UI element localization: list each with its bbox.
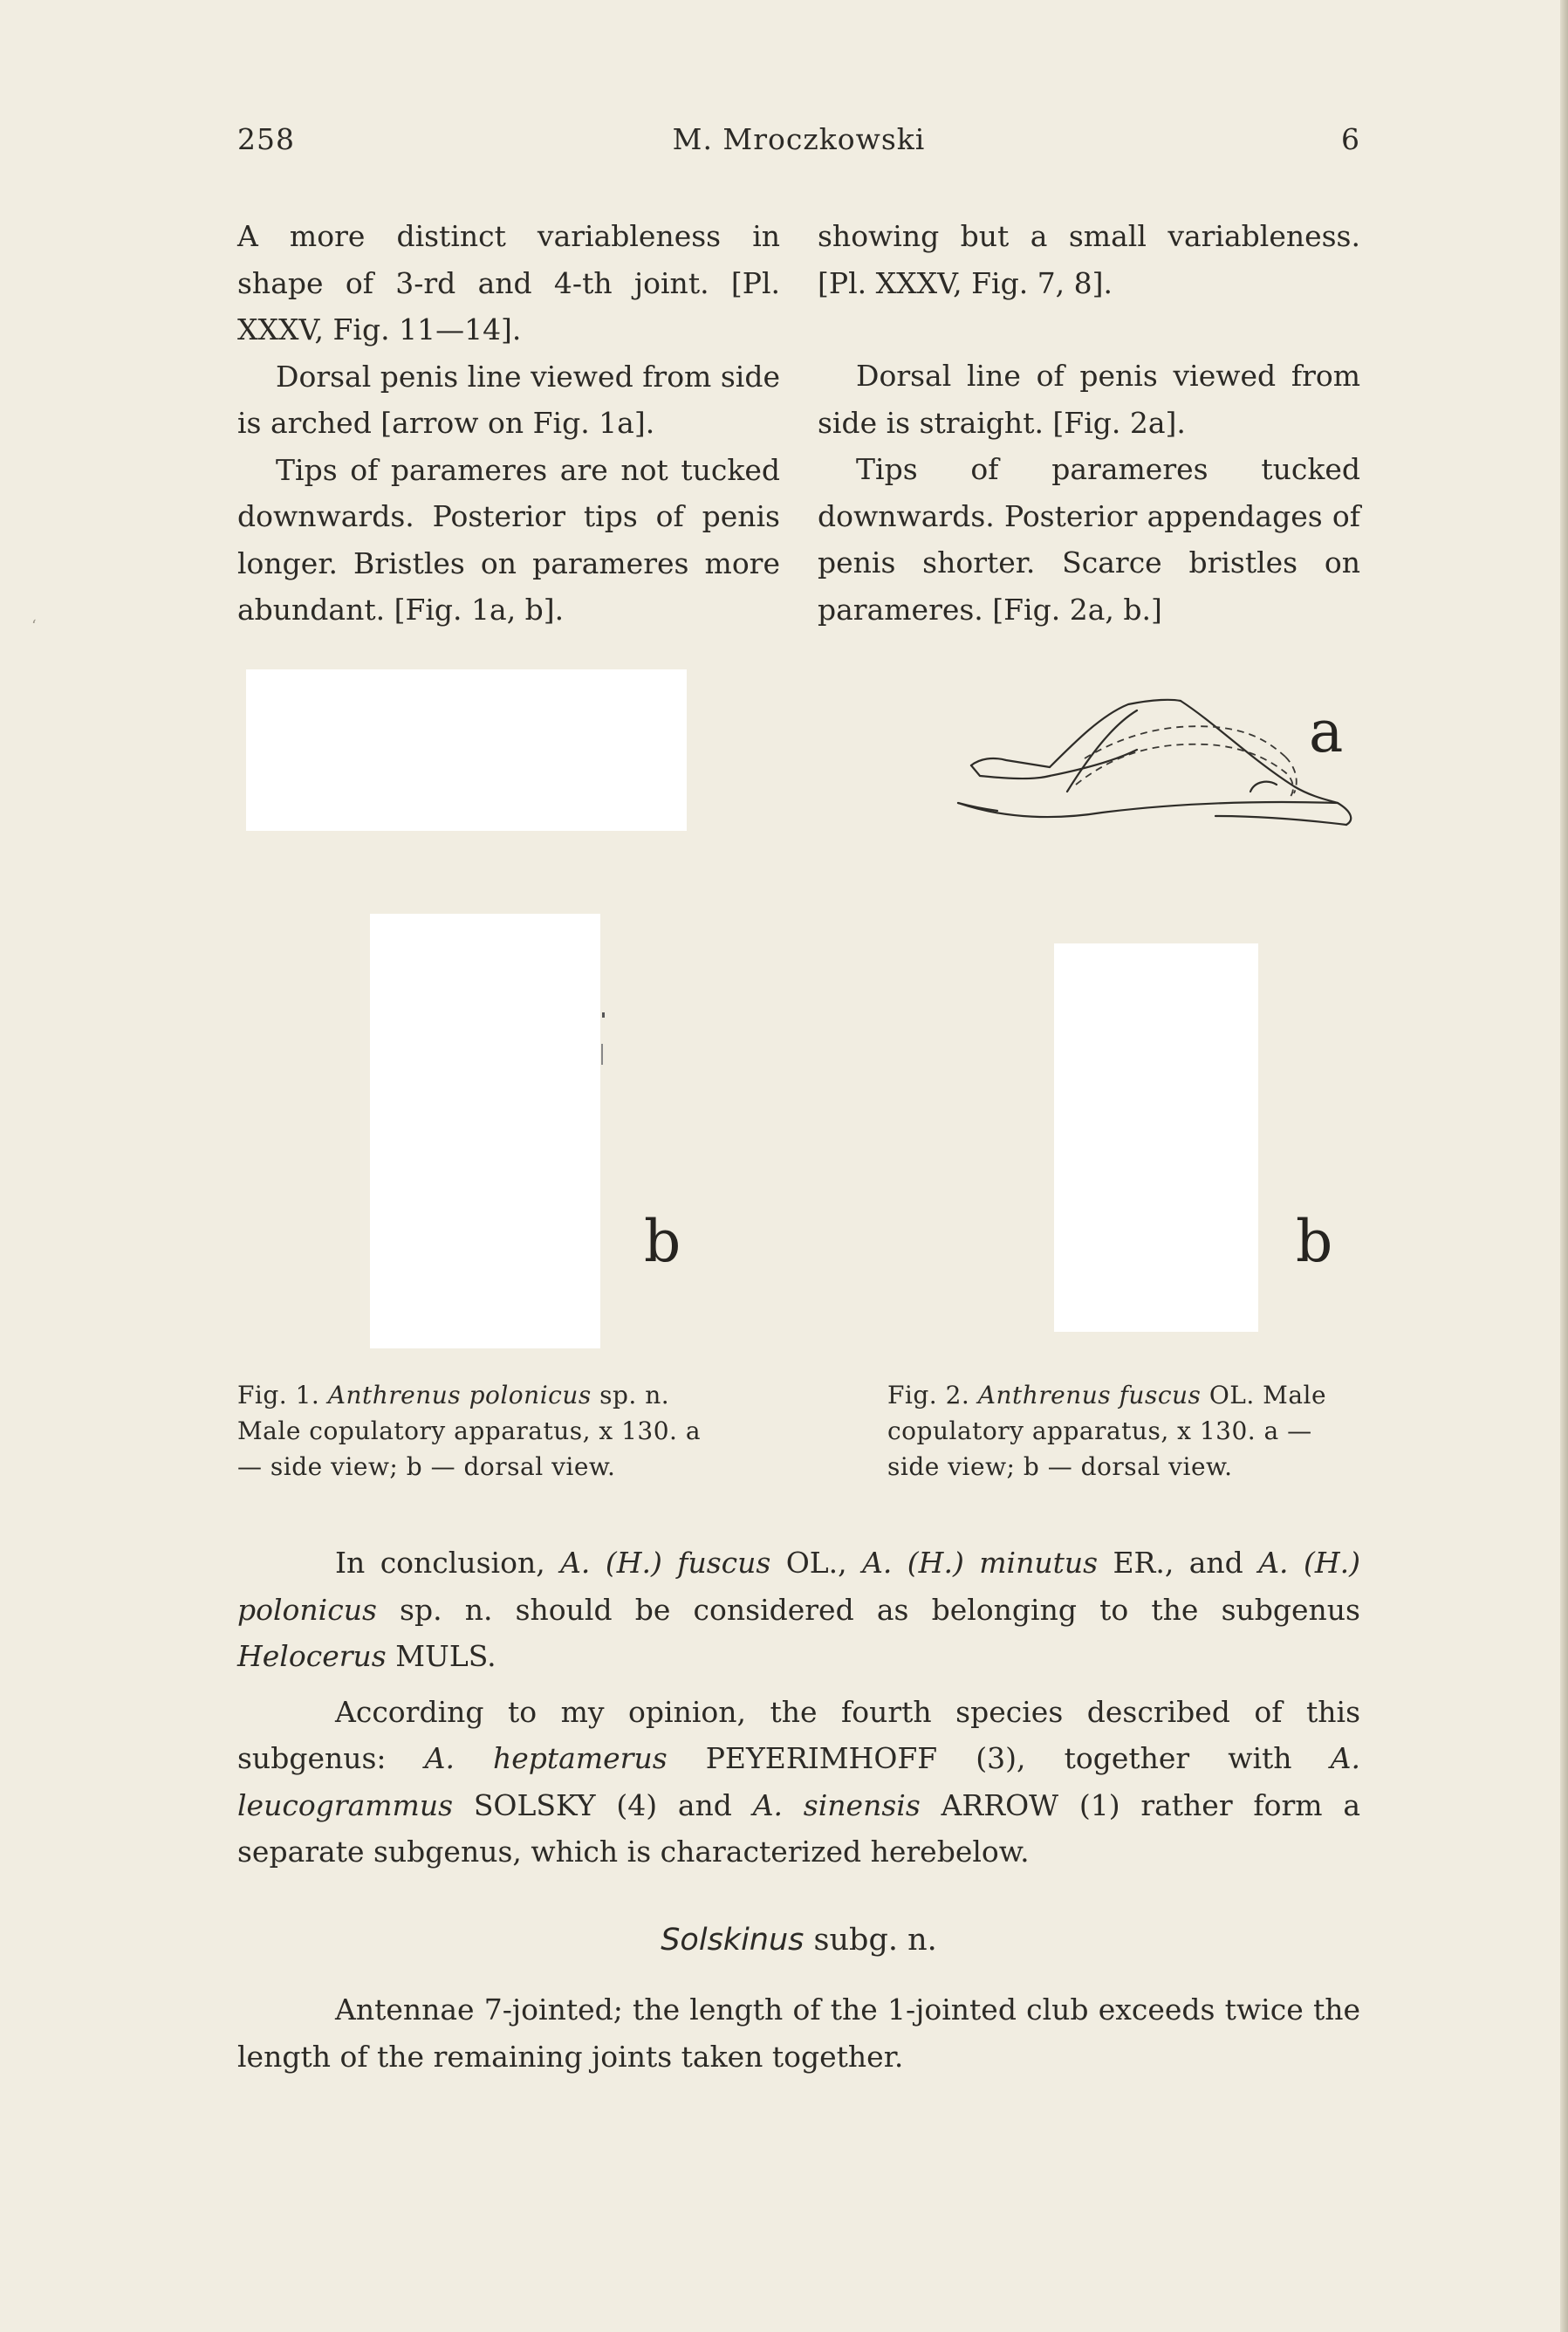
- right-paragraph-1: showing but a small variableness. [Pl. XXXV, Fig. 7, 8].: [818, 219, 1360, 300]
- subgenus-heading: [237, 1923, 1360, 1958]
- paragraph-conclusion: [237, 1540, 1360, 1680]
- genus-name: Helocerus: [237, 1639, 387, 1673]
- text-run: ER., and: [1113, 1546, 1243, 1580]
- right-column: [818, 213, 1360, 633]
- species-name: A. (H.) minutus: [862, 1546, 1099, 1580]
- author-abbrev: MULS.: [395, 1639, 496, 1673]
- paragraph-diagnosis: Antennae 7-jointed; the length of the 1-jointed club exceeds twice the length of the remaining joints taken together.: [237, 1992, 1360, 2074]
- figure-1b-redacted: [370, 914, 600, 1348]
- running-header: [237, 122, 1360, 161]
- figure-1-caption: [237, 1377, 709, 1485]
- page-number: 258: [237, 122, 295, 156]
- figure-1b-label: b: [644, 1208, 681, 1275]
- figure-1-caption-species: Anthrenus polonicus: [327, 1381, 592, 1409]
- species-name: A. (H.) fuscus: [560, 1546, 771, 1580]
- figure-2-caption: [887, 1377, 1360, 1485]
- text-run: SOLSKY (4) and: [473, 1787, 732, 1822]
- paragraph-opinion: [237, 1689, 1360, 1876]
- species-name: A. heptamerus: [424, 1741, 668, 1775]
- subgenus-suffix: subg. n.: [813, 1923, 937, 1958]
- section-number: 6: [1341, 122, 1360, 156]
- figure-2b-label: b: [1296, 1208, 1333, 1275]
- species-name: A. sinensis: [752, 1787, 921, 1822]
- figure-2b-redacted: [1054, 943, 1258, 1332]
- figure-1-caption-text: sp. n. Male copulatory apparatus, x 130. a — side view; b — dorsal view.: [237, 1381, 702, 1481]
- species-name: A. leucogrammus: [237, 1741, 1360, 1822]
- species-name: A. (H.) polonicus: [237, 1546, 1360, 1627]
- text-run: ARROW (1) rather form a separate subgenus, which is characterized herebelow.: [237, 1787, 1360, 1869]
- running-author: M. Mroczkowski: [672, 122, 926, 156]
- stray-mark: ‘: [31, 617, 37, 635]
- figure-1-caption-label: Fig. 1.: [237, 1381, 320, 1409]
- figure-1a-redacted: [246, 669, 687, 831]
- author-abbrev: OL.,: [785, 1546, 847, 1580]
- figure-1-mark: [602, 1012, 605, 1018]
- left-column: [237, 213, 780, 634]
- text-run: sp. n. should be considered as belonging to the subgenus: [400, 1592, 1360, 1627]
- figure-2-caption-text: OL. Male copulatory apparatus, x 130. a — side view; b — dorsal view.: [887, 1381, 1327, 1481]
- diagnosis-block: [237, 1986, 1360, 2080]
- left-paragraph-2: Dorsal penis line viewed from side is arched [arrow on Fig. 1a].: [237, 359, 780, 440]
- text-run: According to my opinion, the fourth species described of this subgenus:: [237, 1694, 1360, 1775]
- text-run: PEYERIMHOFF (3), together with: [705, 1741, 1292, 1775]
- left-paragraph-3: Tips of parameres are not tucked downwards. Posterior tips of penis longer. Bristles on parameres more abundant. [Fig. 1a, b].: [237, 452, 780, 627]
- subgenus-title: Solskinus: [661, 1923, 805, 1958]
- right-paragraph-3: Tips of parameres tucked downwards. Posterior appendages of penis shorter. Scarce bristles on parameres. [Fig. 2a, b.]: [818, 452, 1360, 627]
- right-paragraph-2: Dorsal line of penis viewed from side is straight. [Fig. 2a].: [818, 359, 1360, 440]
- figure-2-caption-label: Fig. 2.: [887, 1381, 970, 1409]
- figure-1-mark-2: [601, 1044, 603, 1065]
- page-edge: [1560, 0, 1568, 2332]
- text-run: In conclusion,: [335, 1546, 545, 1580]
- left-paragraph-1: A more distinct variableness in shape of 3-rd and 4-th joint. [Pl. XXXV, Fig. 11—14].: [237, 219, 780, 346]
- figure-2-caption-species: Anthrenus fuscus: [977, 1381, 1202, 1409]
- figure-2a-label: a: [1309, 698, 1344, 765]
- conclusion-paragraphs: [237, 1540, 1360, 1876]
